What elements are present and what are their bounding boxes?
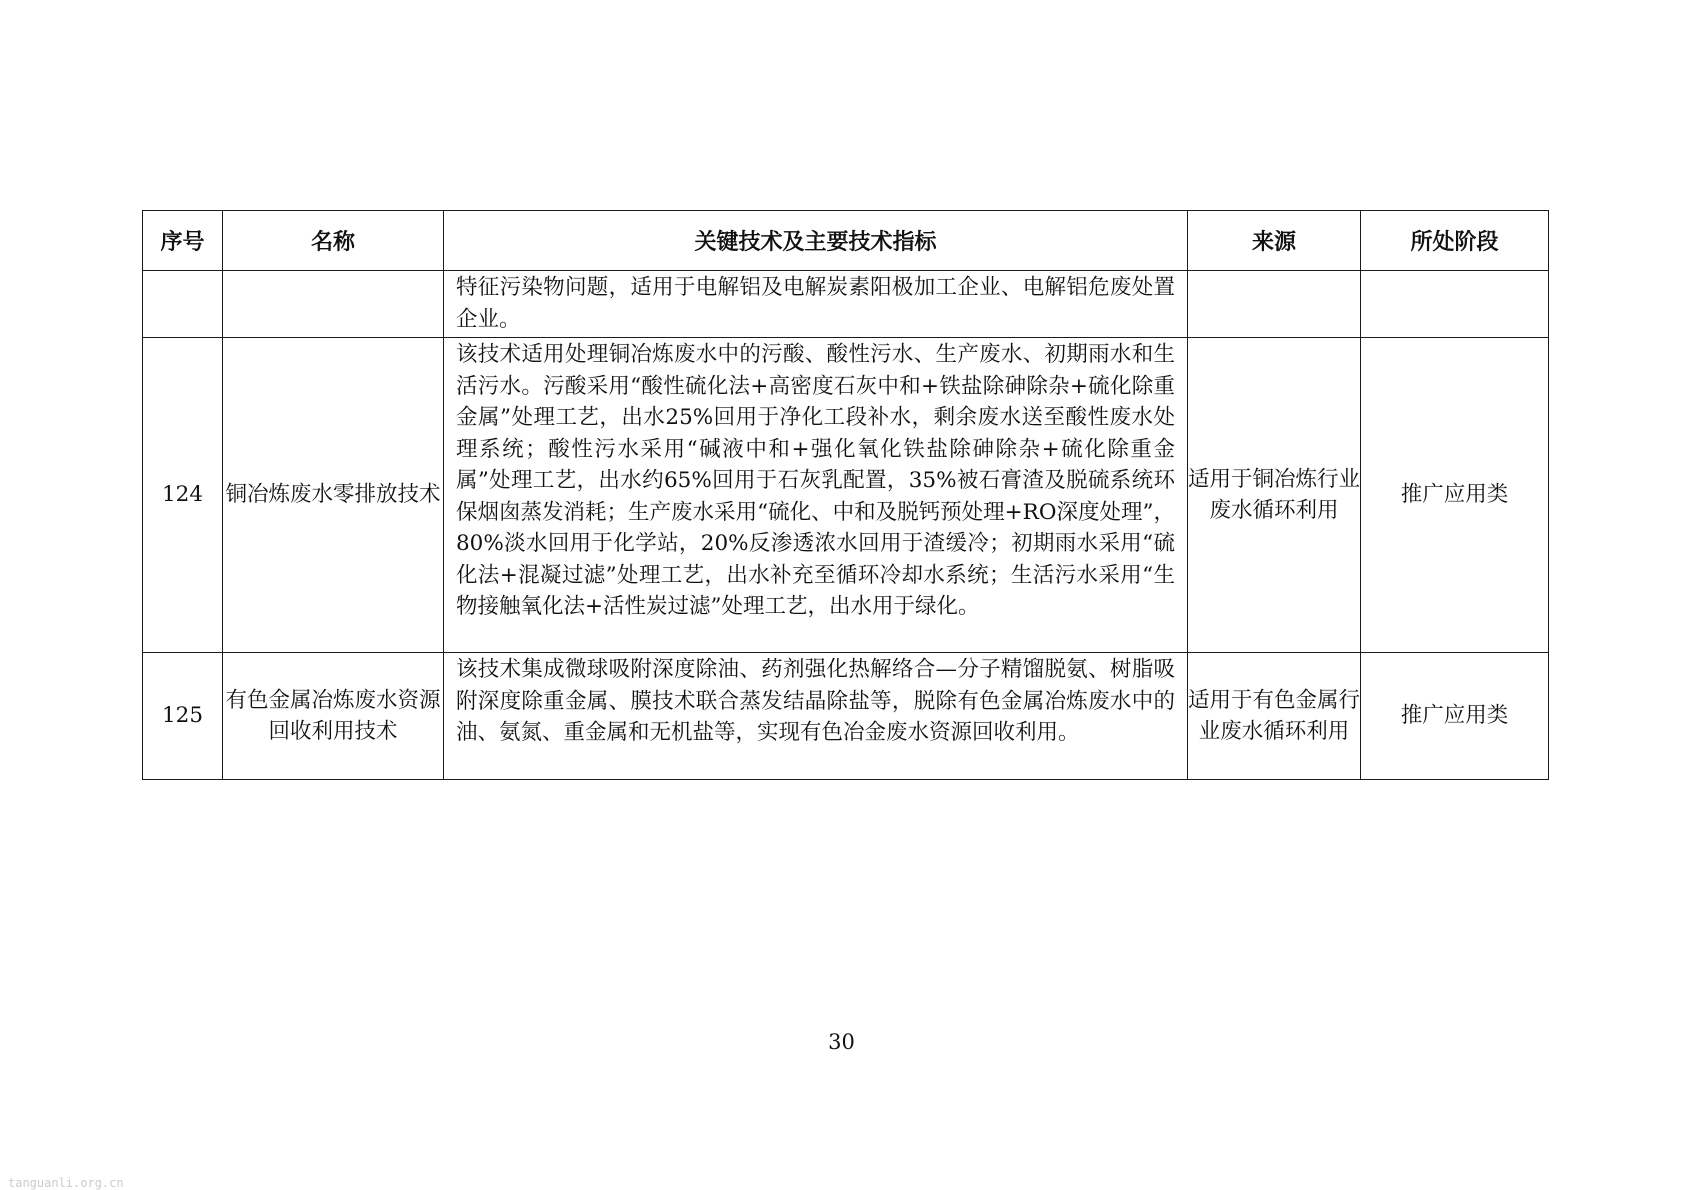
table-row [143,338,1549,653]
table-header [143,211,1549,271]
header-source: 来源 [1188,211,1361,271]
cell-source [1188,271,1361,338]
cell-stage [1361,271,1549,338]
cell-name: 有色金属冶炼废水资源回收利用技术 [223,653,444,780]
table-row [143,271,1549,338]
cell-tech: 该技术集成微球吸附深度除油、药剂强化热解络合—分子精馏脱氨、树脂吸附深度除重金属、膜技术联合蒸发结晶除盐等，脱除有色金属冶炼废水中的油、氨氮、重金属和无机盐等，实现有色冶金废水资源回收利用。 [444,653,1188,780]
cell-seq [143,271,223,338]
cell-name: 铜冶炼废水零排放技术 [223,338,444,653]
header-tech: 关键技术及主要技术指标 [444,211,1188,271]
cell-seq: 125 [143,653,223,780]
cell-tech: 该技术适用处理铜冶炼废水中的污酸、酸性污水、生产废水、初期雨水和生活污水。污酸采用“酸性硫化法+高密度石灰中和+铁盐除砷除杂+硫化除重金属”处理工艺，出水25%回用于净化工段补水，剩余废水送至酸性废水处理系统；酸性污水采用“碱液中和+强化氧化铁盐除砷除杂+硫化除重金属”处理工艺，出水约65%回用于石灰乳配置，35%被石膏渣及脱硫系统环保烟囱蒸发消耗；生产废水采用“硫化、中和及脱钙预处理+RO深度处理”，80%淡水回用于化学站，20%反渗透浓水回用于渣缓冷；初期雨水采用“硫化法+混凝过滤”处理工艺，出水补充至循环冷却水系统；生活污水采用“生物接触氧化法+活性炭过滤”处理工艺，出水用于绿化。 [444,338,1188,653]
cell-source: 适用于有色金属行业废水循环利用 [1188,653,1361,780]
cell-source: 适用于铜冶炼行业废水循环利用 [1188,338,1361,653]
watermark: tanguanli.org.cn [8,1176,124,1190]
technology-table [142,210,1549,780]
cell-seq: 124 [143,338,223,653]
cell-stage: 推广应用类 [1361,338,1549,653]
table-row [143,653,1549,780]
header-name: 名称 [223,211,444,271]
cell-tech: 特征污染物问题，适用于电解铝及电解炭素阳极加工企业、电解铝危废处置企业。 [444,271,1188,338]
header-seq: 序号 [143,211,223,271]
page-number: 30 [828,1030,855,1054]
table-header-row [143,211,1549,271]
table-body [143,271,1549,780]
header-stage: 所处阶段 [1361,211,1549,271]
cell-stage: 推广应用类 [1361,653,1549,780]
cell-name [223,271,444,338]
